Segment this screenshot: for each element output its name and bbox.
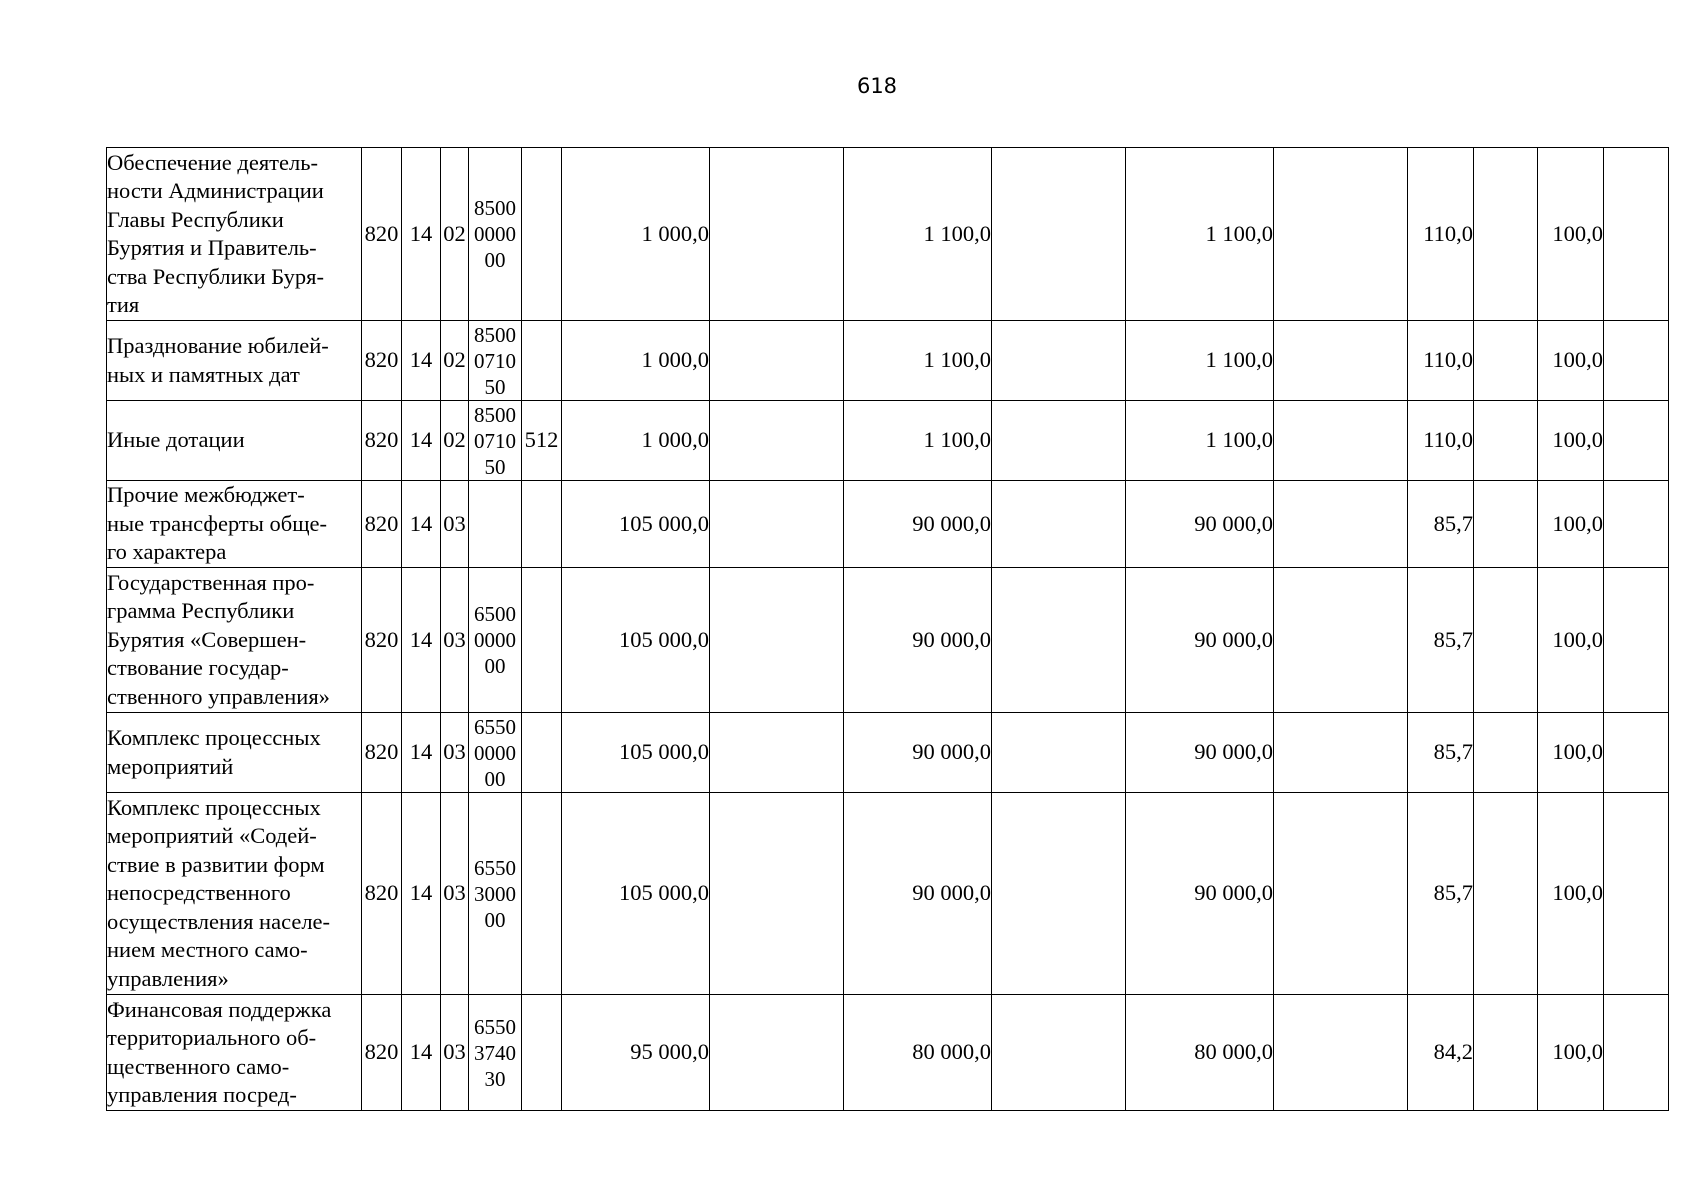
empty-cell	[1604, 148, 1669, 321]
target-article-line: 8500	[474, 322, 516, 347]
subsection-code-cell: 03	[441, 568, 469, 713]
amount-3-cell: 90 000,0	[1126, 793, 1274, 995]
target-article-line: 00	[484, 766, 506, 791]
expense-type-cell	[522, 568, 562, 713]
empty-cell	[1474, 481, 1538, 568]
empty-cell	[710, 321, 844, 401]
ministry-code-cell: 820	[362, 713, 402, 793]
item-name-line: мероприятий «Содей-	[107, 823, 317, 849]
item-name-line: Бурятия и Правитель-	[107, 235, 317, 260]
amount-3-cell: 1 100,0	[1126, 148, 1274, 321]
target-article-line: 3740	[474, 1040, 516, 1065]
empty-cell	[710, 713, 844, 793]
ministry-code-cell: 820	[362, 793, 402, 995]
empty-cell	[992, 481, 1126, 568]
ministry-code-cell: 820	[362, 568, 402, 713]
item-name-line: ственного управления»	[107, 683, 330, 709]
item-name-line: тия	[107, 292, 140, 317]
target-article-cell	[469, 995, 522, 1111]
target-article-line: 0710	[474, 428, 516, 453]
target-article-line: 3000	[474, 881, 516, 906]
amount-2-cell: 90 000,0	[844, 481, 992, 568]
empty-cell	[710, 148, 844, 321]
empty-cell	[1474, 713, 1538, 793]
target-article-cell	[469, 713, 522, 793]
item-name-line: ствие в развитии форм	[107, 851, 325, 877]
empty-cell	[710, 401, 844, 481]
section-code-cell: 14	[402, 321, 441, 401]
percent-1-cell: 84,2	[1408, 995, 1474, 1111]
item-name-line: Прочие межбюджет-	[107, 482, 305, 508]
percent-2-cell: 100,0	[1538, 995, 1604, 1111]
amount-1-cell: 1 000,0	[562, 401, 710, 481]
amount-2-cell: 1 100,0	[844, 148, 992, 321]
item-name-line: нием местного само-	[107, 937, 308, 963]
amount-1-cell: 95 000,0	[562, 995, 710, 1111]
empty-cell	[710, 568, 844, 713]
target-article-line: 6500	[474, 602, 516, 626]
percent-1-cell: 110,0	[1408, 321, 1474, 401]
item-name-line: Главы Республики	[107, 206, 284, 232]
expense-type-cell	[522, 995, 562, 1111]
expense-type-cell	[522, 321, 562, 401]
empty-cell	[1274, 995, 1408, 1111]
target-article-line: 8500	[474, 196, 516, 220]
item-name-line: осуществления населе-	[107, 908, 331, 934]
percent-2-cell: 100,0	[1538, 481, 1604, 568]
subsection-code-cell: 03	[441, 995, 469, 1111]
item-name-line: управления»	[107, 965, 229, 991]
ministry-code-cell: 820	[362, 401, 402, 481]
item-name-line: грамма Республики	[107, 598, 295, 624]
empty-cell	[992, 995, 1126, 1111]
target-article-cell	[469, 401, 522, 481]
table-row	[107, 481, 1669, 568]
item-name-line: щественного само-	[107, 1053, 290, 1079]
percent-1-cell: 85,7	[1408, 481, 1474, 568]
expense-type-cell	[522, 793, 562, 995]
section-code-cell: 14	[402, 713, 441, 793]
table-row	[107, 793, 1669, 995]
item-name-line: мероприятий	[107, 753, 234, 779]
target-article-line: 8500	[474, 402, 516, 427]
empty-cell	[992, 321, 1126, 401]
empty-cell	[992, 568, 1126, 713]
item-name-line: Обеспечение деятель-	[107, 149, 318, 175]
ministry-code-cell: 820	[362, 148, 402, 321]
expense-type-cell	[522, 148, 562, 321]
percent-2-cell: 100,0	[1538, 793, 1604, 995]
empty-cell	[992, 401, 1126, 481]
empty-cell	[1474, 148, 1538, 321]
amount-3-cell: 90 000,0	[1126, 481, 1274, 568]
expense-type-cell	[522, 713, 562, 793]
amount-2-cell: 90 000,0	[844, 713, 992, 793]
empty-cell	[1604, 793, 1669, 995]
target-article-cell	[469, 148, 522, 321]
empty-cell	[1604, 713, 1669, 793]
percent-2-cell: 100,0	[1538, 148, 1604, 321]
item-name-line: ствование государ-	[107, 655, 289, 681]
item-name-line: ных и памятных дат	[107, 361, 300, 387]
target-article-line: 0710	[474, 348, 516, 373]
empty-cell	[1474, 401, 1538, 481]
empty-cell	[992, 793, 1126, 995]
empty-cell	[1274, 321, 1408, 401]
empty-cell	[1274, 713, 1408, 793]
empty-cell	[1474, 995, 1538, 1111]
item-name-cell	[107, 401, 362, 481]
subsection-code-cell: 02	[441, 401, 469, 481]
target-article-cell	[469, 793, 522, 995]
table-row	[107, 713, 1669, 793]
empty-cell	[710, 995, 844, 1111]
empty-cell	[1474, 568, 1538, 713]
item-name-cell	[107, 793, 362, 995]
section-code-cell: 14	[402, 995, 441, 1111]
target-article-line: 0000	[474, 740, 516, 765]
target-article-line: 00	[484, 907, 506, 932]
percent-2-cell: 100,0	[1538, 713, 1604, 793]
target-article-cell	[469, 321, 522, 401]
empty-cell	[1274, 148, 1408, 321]
ministry-code-cell: 820	[362, 995, 402, 1111]
empty-cell	[1474, 321, 1538, 401]
expense-type-cell: 512	[522, 401, 562, 481]
amount-1-cell: 1 000,0	[562, 148, 710, 321]
target-article-line: 6550	[474, 1014, 516, 1039]
item-name-line: Иные дотации	[107, 427, 245, 453]
item-name-line: Государственная про-	[107, 569, 315, 595]
item-name-line: Комплекс процессных	[107, 794, 321, 820]
target-article-line: 30	[484, 1066, 506, 1091]
amount-3-cell: 1 100,0	[1126, 401, 1274, 481]
target-article-line: 0000	[474, 628, 516, 652]
percent-1-cell: 85,7	[1408, 568, 1474, 713]
section-code-cell: 14	[402, 401, 441, 481]
page-number: 618	[856, 74, 898, 98]
item-name-cell	[107, 148, 362, 321]
target-article-line: 0000	[474, 222, 516, 246]
section-code-cell: 14	[402, 148, 441, 321]
empty-cell	[1604, 401, 1669, 481]
expense-type-cell	[522, 481, 562, 568]
amount-2-cell: 80 000,0	[844, 995, 992, 1111]
subsection-code-cell: 03	[441, 713, 469, 793]
amount-3-cell: 1 100,0	[1126, 321, 1274, 401]
item-name-cell	[107, 568, 362, 713]
item-name-line: ные трансферты обще-	[107, 510, 328, 536]
item-name-line: ности Администрации	[107, 178, 324, 203]
budget-table	[106, 147, 1669, 1111]
ministry-code-cell: 820	[362, 481, 402, 568]
empty-cell	[1604, 568, 1669, 713]
item-name-line: Финансовая поддержка	[107, 996, 332, 1022]
target-article-line: 6550	[474, 714, 516, 739]
item-name-line: территориального об-	[107, 1025, 317, 1050]
item-name-line: Бурятия «Совершен-	[107, 626, 307, 652]
empty-cell	[710, 481, 844, 568]
item-name-line: Празднование юбилей-	[107, 333, 329, 358]
section-code-cell: 14	[402, 793, 441, 995]
empty-cell	[992, 713, 1126, 793]
item-name-cell	[107, 481, 362, 568]
amount-3-cell: 80 000,0	[1126, 995, 1274, 1111]
table-row	[107, 568, 1669, 713]
table-row	[107, 321, 1669, 401]
empty-cell	[1604, 481, 1669, 568]
amount-1-cell: 105 000,0	[562, 568, 710, 713]
target-article-line: 50	[484, 454, 506, 479]
percent-2-cell: 100,0	[1538, 568, 1604, 713]
table-row	[107, 995, 1669, 1111]
amount-2-cell: 90 000,0	[844, 568, 992, 713]
subsection-code-cell: 03	[441, 793, 469, 995]
item-name-line: Комплекс процессных	[107, 725, 321, 750]
amount-1-cell: 105 000,0	[562, 793, 710, 995]
empty-cell	[1274, 568, 1408, 713]
item-name-line: го характера	[107, 539, 227, 565]
amount-1-cell: 105 000,0	[562, 481, 710, 568]
percent-1-cell: 110,0	[1408, 401, 1474, 481]
amount-3-cell: 90 000,0	[1126, 568, 1274, 713]
amount-2-cell: 90 000,0	[844, 793, 992, 995]
table-body	[107, 148, 1669, 1111]
percent-1-cell: 85,7	[1408, 793, 1474, 995]
amount-2-cell: 1 100,0	[844, 401, 992, 481]
target-article-cell	[469, 481, 522, 568]
amount-1-cell: 105 000,0	[562, 713, 710, 793]
section-code-cell: 14	[402, 568, 441, 713]
item-name-line: непосредственного	[107, 880, 291, 906]
section-code-cell: 14	[402, 481, 441, 568]
subsection-code-cell: 02	[441, 148, 469, 321]
amount-2-cell: 1 100,0	[844, 321, 992, 401]
amount-3-cell: 90 000,0	[1126, 713, 1274, 793]
empty-cell	[1274, 481, 1408, 568]
empty-cell	[1604, 321, 1669, 401]
empty-cell	[1274, 401, 1408, 481]
target-article-line: 00	[484, 248, 506, 272]
item-name-line: управления посред-	[107, 1082, 297, 1107]
table-row	[107, 148, 1669, 321]
percent-2-cell: 100,0	[1538, 321, 1604, 401]
subsection-code-cell: 03	[441, 481, 469, 568]
empty-cell	[1474, 793, 1538, 995]
empty-cell	[1274, 793, 1408, 995]
item-name-cell	[107, 713, 362, 793]
target-article-line: 50	[484, 374, 506, 399]
subsection-code-cell: 02	[441, 321, 469, 401]
empty-cell	[710, 793, 844, 995]
amount-1-cell: 1 000,0	[562, 321, 710, 401]
item-name-cell	[107, 995, 362, 1111]
percent-1-cell: 110,0	[1408, 148, 1474, 321]
target-article-cell	[469, 568, 522, 713]
empty-cell	[992, 148, 1126, 321]
item-name-line: ства Республики Буря-	[107, 263, 324, 289]
percent-1-cell: 85,7	[1408, 713, 1474, 793]
target-article-line: 6550	[474, 855, 516, 880]
table-row	[107, 401, 1669, 481]
empty-cell	[1604, 995, 1669, 1111]
item-name-cell	[107, 321, 362, 401]
percent-2-cell: 100,0	[1538, 401, 1604, 481]
ministry-code-cell: 820	[362, 321, 402, 401]
target-article-line: 00	[484, 654, 506, 678]
